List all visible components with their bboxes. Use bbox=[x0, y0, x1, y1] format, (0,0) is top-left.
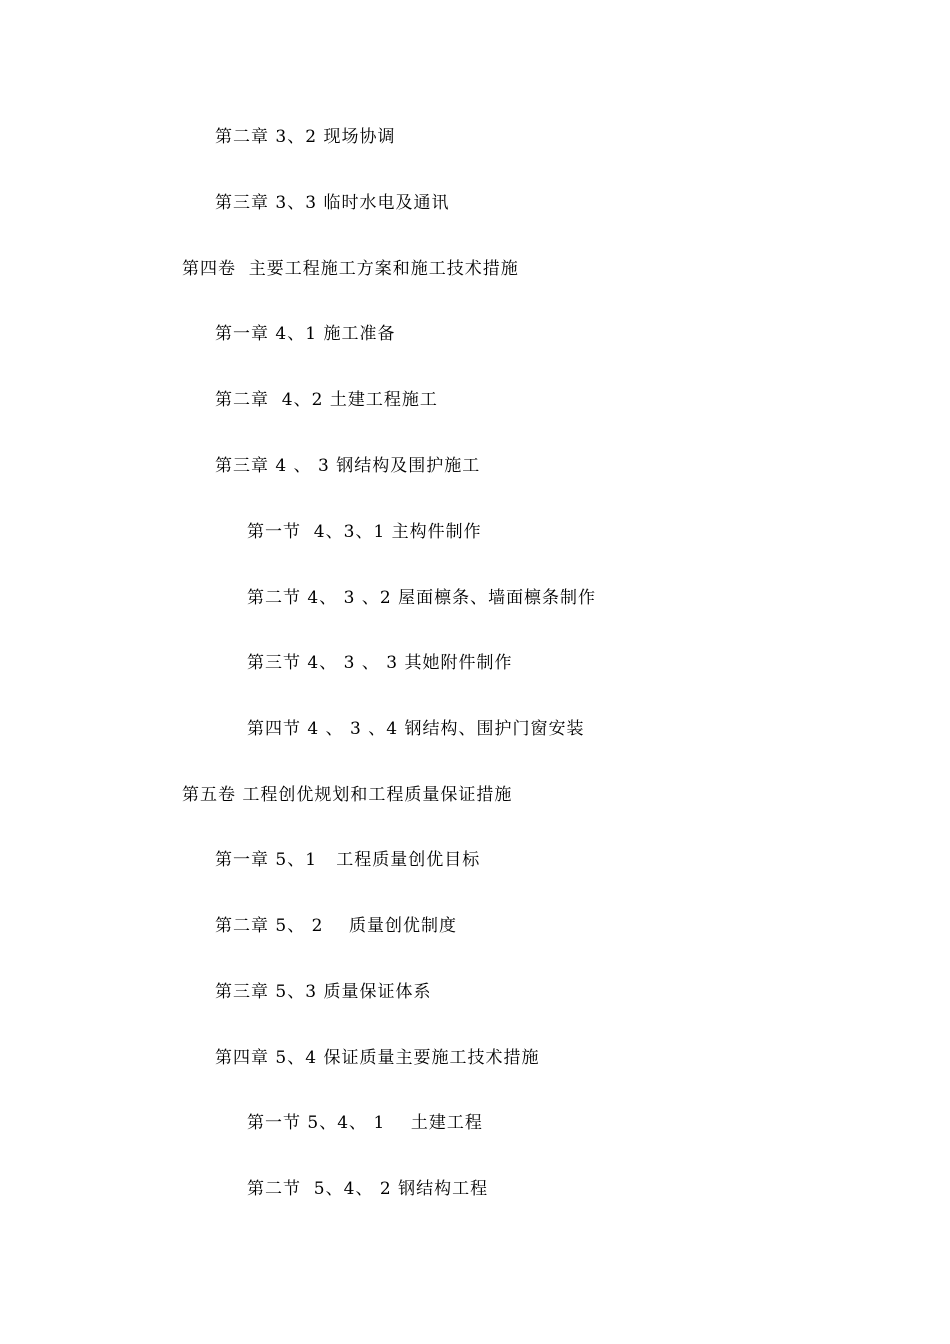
toc-chapter-5-2: 第二章 5、 2 质量创优制度 bbox=[215, 916, 458, 936]
toc-section-4-3-4: 第四节 4 、 3 、4 钢结构、围护门窗安装 bbox=[247, 719, 585, 739]
toc-volume-4: 第四卷 主要工程施工方案和施工技术措施 bbox=[182, 259, 519, 279]
toc-section-4-3-3: 第三节 4、 3 、 3 其她附件制作 bbox=[247, 653, 513, 673]
toc-chapter-4-2: 第二章 4、2 土建工程施工 bbox=[215, 390, 438, 410]
toc-chapter-3-3: 第三章 3、3 临时水电及通讯 bbox=[215, 193, 450, 213]
toc-volume-5: 第五卷 工程创优规划和工程质量保证措施 bbox=[182, 785, 513, 805]
toc-section-5-4-1: 第一节 5、4、 1 土建工程 bbox=[247, 1113, 483, 1133]
toc-chapter-5-1: 第一章 5、1 工程质量创优目标 bbox=[215, 850, 481, 870]
toc-chapter-3-2: 第二章 3、2 现场协调 bbox=[215, 127, 396, 147]
toc-chapter-5-3: 第三章 5、3 质量保证体系 bbox=[215, 982, 432, 1002]
toc-chapter-4-3: 第三章 4 、 3 钢结构及围护施工 bbox=[215, 456, 481, 476]
toc-section-4-3-1: 第一节 4、3、1 主构件制作 bbox=[247, 522, 482, 542]
toc-section-5-4-2: 第二节 5、4、 2 钢结构工程 bbox=[247, 1179, 489, 1199]
toc-chapter-4-1: 第一章 4、1 施工准备 bbox=[215, 324, 396, 344]
toc-chapter-5-4: 第四章 5、4 保证质量主要施工技术措施 bbox=[215, 1048, 540, 1068]
toc-section-4-3-2: 第二节 4、 3 、2 屋面檩条、墙面檩条制作 bbox=[247, 588, 597, 608]
